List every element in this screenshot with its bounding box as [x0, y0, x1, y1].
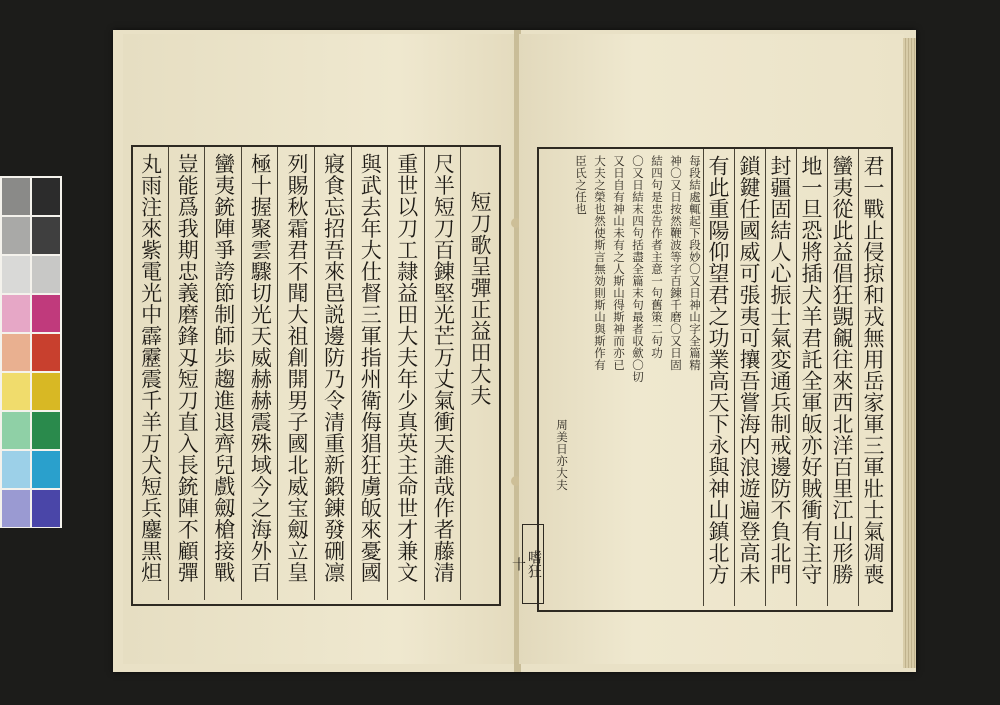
- color-swatch: [2, 178, 30, 215]
- text-column: 有此重陽仰望君之功業高天下永與神山鎮北方: [706, 155, 730, 585]
- text-column: 重世以刀工隷益田大夫年少真英主命世才兼文: [394, 153, 419, 583]
- column-rule: [765, 149, 766, 606]
- commentator-name: 周美日亦大夫: [555, 419, 569, 491]
- text-column: 蠻夷從此益倡狂覬覦往來西北洋百里江山形勝: [830, 155, 854, 585]
- color-swatch: [32, 451, 60, 488]
- page-number: 十: [510, 557, 526, 571]
- column-rule: [460, 147, 461, 600]
- column-rule: [351, 147, 352, 600]
- color-swatch: [2, 490, 30, 527]
- column-rule: [204, 147, 205, 600]
- column-rule: [314, 147, 315, 600]
- column-rule: [424, 147, 425, 600]
- column-rule: [241, 147, 242, 600]
- hanshin-label: [510, 524, 544, 604]
- color-swatch: [32, 373, 60, 410]
- book-title-label: 嗜狂: [526, 550, 542, 578]
- column-rule: [387, 147, 388, 600]
- commentary-column: 臣氏之任也: [574, 155, 588, 215]
- page-edges: [903, 38, 916, 668]
- column-rule: [827, 149, 828, 606]
- color-swatch: [2, 451, 30, 488]
- left-page: [123, 34, 516, 664]
- commentary-column: 神〇又日按然鞭波等字百錬千磨〇又日固: [669, 155, 683, 371]
- commentary-column: 結四句是忠告作者主意一句舊策二句功: [650, 155, 664, 359]
- text-column: 與武去年大仕督三軍指州衛侮猖狂虜皈來憂國: [358, 153, 383, 583]
- color-swatch: [2, 373, 30, 410]
- commentary-column: 每段結處輒起下段妙〇又日神山字全篇精: [688, 155, 702, 371]
- text-column: 尺半短刀百錬堅光芒万丈氣衝天誰哉作者藤清: [431, 153, 456, 583]
- text-column: 蠻夷銃陣爭誇節制師歩趨進退齊兒戲劔槍接戰: [211, 153, 236, 583]
- commentary-column: 又日自有神山未有之人斯山得斯神而亦已: [612, 155, 626, 371]
- text-column: 列賜秋霜君不聞大祖創開男子國北威宝劔立皇: [284, 153, 309, 583]
- color-swatch: [2, 334, 30, 371]
- text-column: 極十握聚雲驟切光天威赫赫震殊域今之海外百: [248, 153, 273, 583]
- poem-title: 短刀歌呈彈正益田大夫: [467, 191, 492, 406]
- text-column: 地一旦恐將插犬羊君託全軍皈亦好賊衝有主守: [799, 155, 823, 585]
- column-rule: [734, 149, 735, 606]
- color-swatch: [2, 412, 30, 449]
- commentary-column: 大夫之榮也然使斯言無効則斯山與斯作有: [593, 155, 607, 371]
- open-book: [113, 30, 916, 672]
- color-swatch: [2, 256, 30, 293]
- color-swatch: [32, 295, 60, 332]
- column-rule: [796, 149, 797, 606]
- commentary-column: 〇又日結末四句括盡全篇末句最者収歛〇切: [631, 155, 645, 383]
- text-column: 丸雨注來紫電光中霹靂震千羊万犬短兵鏖黒炟: [138, 153, 163, 583]
- color-swatch: [32, 412, 60, 449]
- color-swatch: [2, 217, 30, 254]
- color-swatch: [32, 178, 60, 215]
- text-column: 寢食忘招吾來邑説邊防乃令清重新鍛錬發硎凛: [321, 153, 346, 583]
- color-calibration-target: [0, 176, 62, 528]
- column-rule: [277, 147, 278, 600]
- right-page: [510, 34, 904, 664]
- color-swatch: [32, 490, 60, 527]
- column-rule: [858, 149, 859, 606]
- column-rule: [703, 149, 704, 606]
- text-column: 鎖鍵任國威可張夷可攘吾嘗海内浪遊遍登高未: [737, 155, 761, 585]
- column-rule: [168, 147, 169, 600]
- text-column: 封疆固結人心振士氣変通兵制戒邊防不負北門: [768, 155, 792, 585]
- color-swatch: [2, 295, 30, 332]
- color-swatch: [32, 334, 60, 371]
- color-swatch: [32, 256, 60, 293]
- text-column: 豈能爲我期忠義磨鋒刄短刀直入長銃陣不顧彈: [175, 153, 200, 583]
- text-column: 君一戰止侵掠和戎無用岳家軍三軍壯士氣凋喪: [861, 155, 885, 585]
- color-swatch: [32, 217, 60, 254]
